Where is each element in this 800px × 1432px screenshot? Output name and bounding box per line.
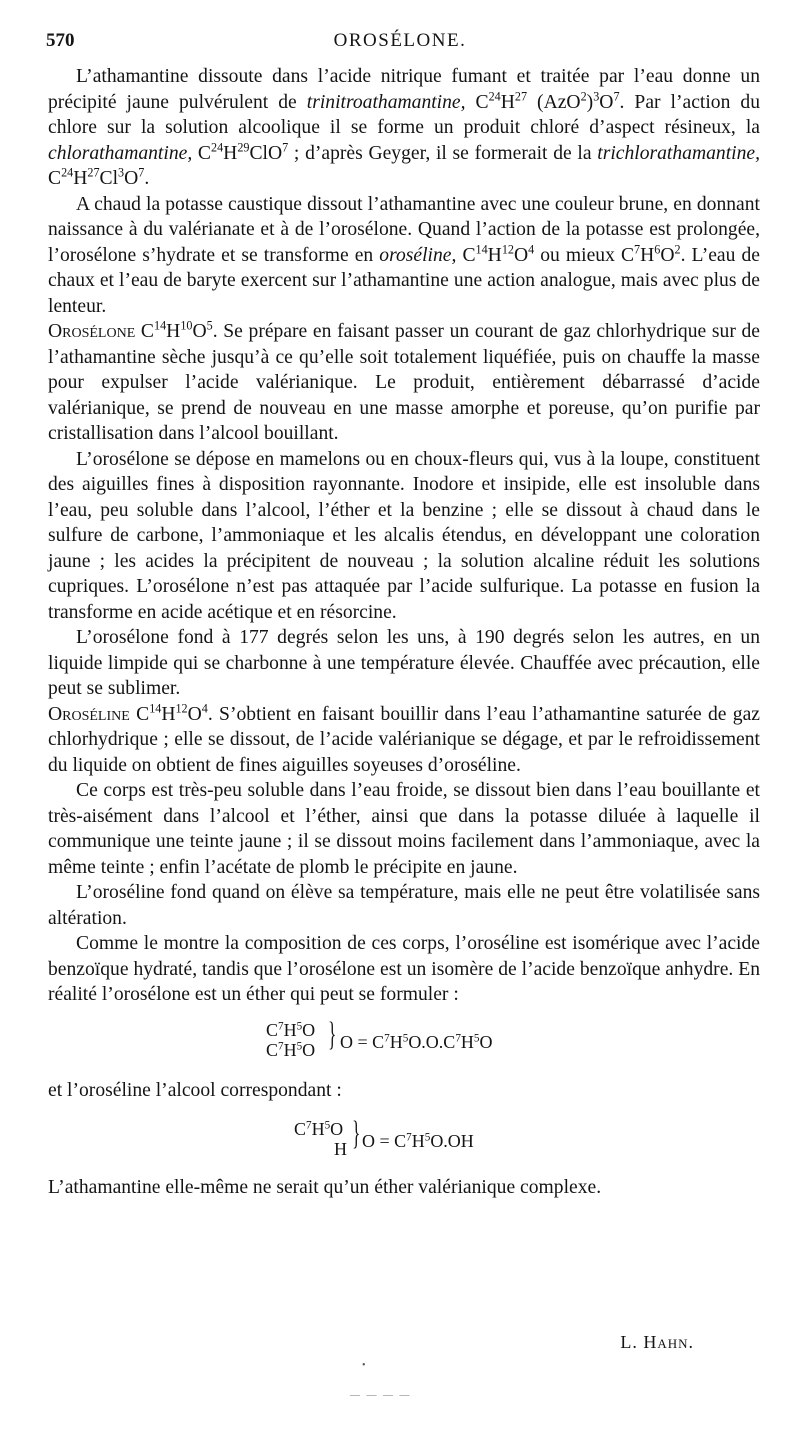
formula-alcohol	[48, 1109, 760, 1171]
paragraph-trinitro: L’athamantine dissoute dans l’acide nitrique fumant et traitée par l’eau donne un précipité jaune pulvérulent de trinitroathamantine, $C^{24}H^{27}$ $(AzO^2)^3O^7$. Par l’action du chlore sur la solution alcoolique il se forme un produit chloré d’aspect résineux, la chlorathamantine, $C^{24}H^{29}ClO^7$ ; d’après Geyger, il se formerait de la trichlorathamantine, $C^{24}H^{27}Cl^3O^7$.	[48, 66, 761, 189]
paragraph-alcohol: et l’oroséline l’alcool correspondant :	[48, 1079, 342, 1101]
paragraph-conclusion: L’athamantine elle-même ne serait qu’un éther valérianique complexe.	[48, 1177, 602, 1198]
paragraph-oroselone-melting: L’orosélone fond à 177 degrés selon les uns, à 190 degrés selon les autres, en un liquide limpide qui se charbonne à une température élevée. Chauffée avec précaution, elle peut se sublimer.	[48, 627, 760, 699]
paragraph-isomerism: Comme le montre la composition de ces corps, l’oroséline est isomérique avec l’acide benzoïque hydraté, tandis que l’orosélone est un isomère de l’acide benzoïque anhydre. En réalité l’orosélone est un éther qui peut se formuler :	[48, 933, 760, 1005]
formula-alcohol-top: $C^7H^5O$	[294, 1119, 344, 1139]
page-number: 570	[46, 30, 75, 51]
section-term-oroseline: Oroséline	[48, 703, 130, 725]
running-head: OROSÉLONE.	[333, 30, 467, 51]
formula-ether-stack	[266, 1020, 315, 1060]
author-signature: L. Hahn.	[620, 1332, 694, 1352]
formula-ether-bottom: $C^7H^5O$	[266, 1039, 316, 1060]
formula-alcohol-rhs: $O = C^7H^5O.OH$	[362, 1131, 474, 1151]
formula-ether-top: $C^7H^5O$	[266, 1019, 316, 1040]
ornament-dot: •	[362, 1360, 366, 1371]
section-term-oroselone: Orosélone	[48, 321, 136, 342]
body-text	[48, 64, 760, 1201]
paragraph-potasse: A chaud la potasse caustique dissout l’athamantine avec une couleur brune, en donnant naissance à du valérianate et à de l’orosélone. Quand l’action de la potasse est prolongée, l’orosélone s’hydrate et se transforme en oroséline, $C^{14}H^{12}O^4$ ou mieux $C^7H^6O^2$. L’eau de chaux et l’eau de baryte exercent sur l’athamantine une action analogue, mais avec plus de lenteur.	[48, 193, 760, 317]
paragraph-oroselone-heading: Orosélone $C^{14}H^{10}O^5$. Se prépare en faisant passer un courant de gaz chlorhydrique sur de l’athamantine sèche jusqu’à ce qu’elle soit totalement liquéfiée, puis on chauffe la masse pour expulser l’acide valérianique. Le produit, entièrement débarrassé d’acide valérianique, se prend de nouveau en une masse amorphe et poreuse, qu’on purifie par cristallisation dans l’alcool bouillant.	[48, 318, 761, 444]
formula-alcohol-brace: }	[352, 1115, 361, 1152]
formula-alcohol-bottom: H	[334, 1139, 347, 1159]
ornament-rule: — — — —	[350, 1390, 412, 1401]
page-header	[46, 30, 754, 60]
formula-alcohol-stack	[294, 1119, 347, 1159]
formula-ether-brace: }	[328, 1015, 337, 1053]
paragraph-oroseline-solubility: Ce corps est très-peu soluble dans l’eau froide, se dissout bien dans l’eau bouillante et très-aisément dans l’alcool et l’éther, ainsi que dans la potasse diluée à laquelle il communique une teinte jaune ; il se dissout moins facilement dans l’ammoniaque, avec la même teinte ; enfin l’acétate de plomb le précipite en jaune.	[48, 780, 760, 878]
formula-ether-rhs: $O = C^7H^5O.O.C^7H^5O$	[340, 1031, 493, 1052]
paragraph-oroselone-properties: L’orosélone se dépose en mamelons ou en choux-fleurs qui, vus à la loupe, constituent des aiguilles fines à disposition rayonnante. Inodore et insipide, elle est insoluble dans l’eau, peu soluble dans l’alcool, l’éther et la benzine ; elle se dissout à chaud dans le sulfure de carbone, l’ammoniaque et les alcalis étendus, en développant une coloration jaune ; les acides la précipitent de nouveau ; la solution alcaline réduit les solutions cupriques. L’orosélone n’est pas attaquée par l’acide sulfurique. La potasse en fusion la transforme en acide acétique et en résorcine.	[48, 448, 760, 623]
paragraph-oroseline-melting: L’oroséline fond quand on élève sa température, mais elle ne peut être volatilisée sans altération.	[48, 882, 760, 929]
paragraph-oroseline-heading: Oroséline $C^{14}H^{12}O^4$. S’obtient en faisant bouillir dans l’eau l’athamantine saturée de gaz chlorhydrique ; elle se dissout, de l’acide valérianique se dégage, et par le refroidissement du liquide on obtient de fines aiguilles soyeuses d’oroséline.	[48, 701, 760, 776]
formula-ether	[48, 1014, 760, 1074]
